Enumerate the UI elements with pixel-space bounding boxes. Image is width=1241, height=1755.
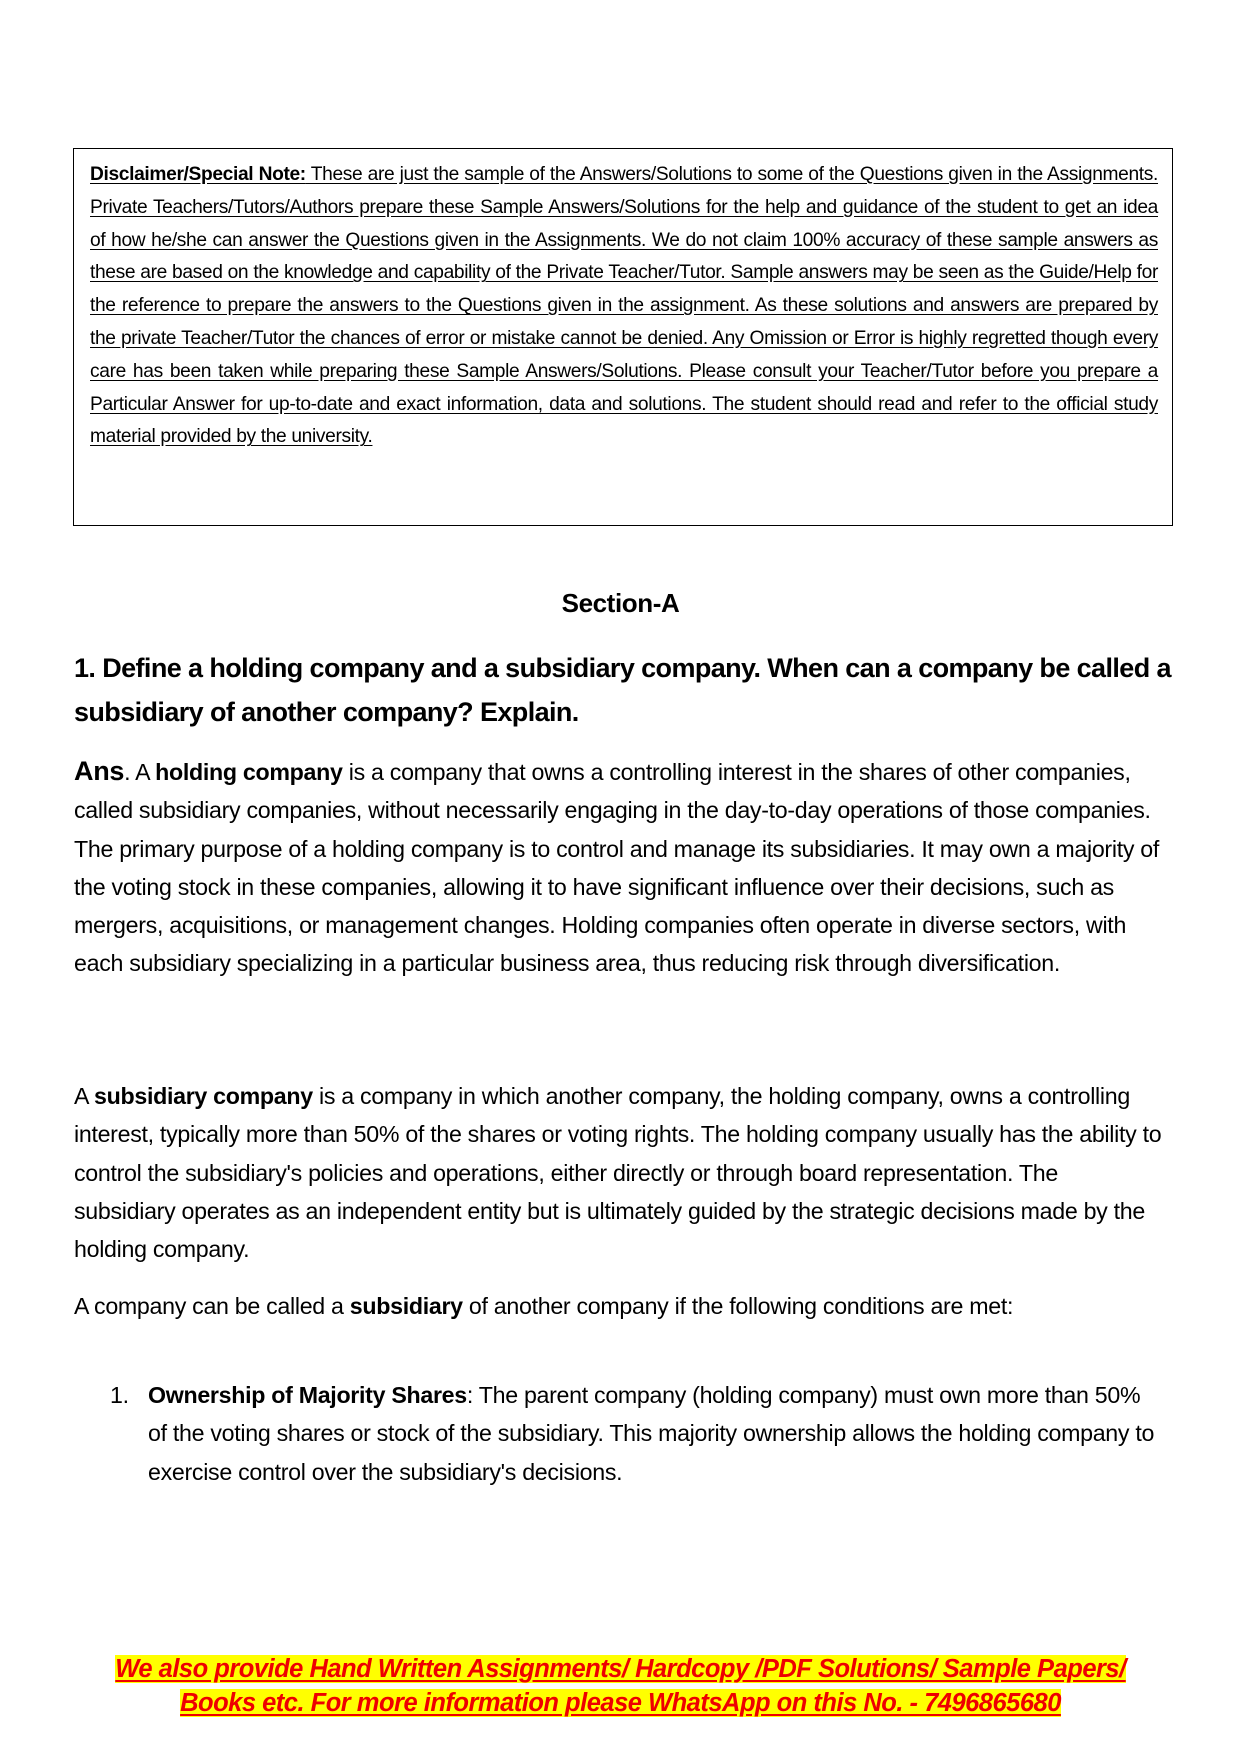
answer-p1-text: is a company that owns a controlling interest in the shares of other companies, called subsidiary companies, without necessarily engaging in the day-to-day operations of those companies. The primary purpose of a holding company is to control and manage its subsidiaries. It may own a majority of the voting stock in these companies, allowing it to have significant influence over their decisions, such as mergers, acquisitions, or management changes. Holding companies often operate in diverse sectors, with each subsidiary specializing in a particular business area, thus reducing risk through diversification. [74, 759, 1160, 977]
disclaimer-text [90, 159, 1158, 454]
disclaimer-box [73, 148, 1173, 526]
promo-line-2: Books etc. For more information please WhatsApp on this No. - 7496865680 [180, 1689, 1061, 1717]
answer-paragraph-holding [74, 752, 1164, 983]
term-subsidiary-company: subsidiary company [94, 1083, 313, 1109]
answer-p2-text: is a company in which another company, the holding company, owns a controlling interest, typically more than 50% of the shares or voting rights. The holding company usually has the ability to control the subsidiary's policies and operations, either directly or through board representation. The subsidiary operates as an independent entity but is ultimately guided by the strategic decisions made by the holding company. [74, 1083, 1162, 1263]
disclaimer-body: These are just the sample of the Answers/Solutions to some of the Questions given in the Assignments. Private Teachers/Tutors/Authors prepare these Sample Answers/Solutions for the help and guidance of the student to get an idea of how he/she can answer the Questions given in the Assignments. We do not claim 100% accuracy of these sample answers as these are based on the knowledge and capability of the Private Teacher/Tutor. Sample answers may be seen as the Guide/Help for the reference to prepare the answers to the Questions given in the assignment. As these solutions and answers are prepared by the private Teacher/Tutor the chances of error or mistake cannot be denied. Any Omission or Error is highly regretted though every care has been taken while preparing these Sample Answers/Solutions. Please consult your Teacher/Tutor before you prepare a Particular Answer for up-to-date and exact information, data and solutions. The student should read and refer to the official study material provided by the university. [90, 164, 1159, 448]
question-heading: 1. Define a holding company and a subsidiary company. When can a company be called a subsidiary of another company? Explain. [74, 653, 1171, 727]
answer-p3-text: of another company if the following conditions are met: [462, 1293, 1014, 1319]
section-title: Section-A [561, 588, 680, 618]
conditions-list [74, 1376, 1164, 1491]
term-holding-company: holding company [155, 759, 343, 785]
term-subsidiary: subsidiary [349, 1293, 463, 1319]
disclaimer-label: Disclaimer/Special Note: [90, 164, 306, 185]
answer-p3-lead: A company can be called a [74, 1293, 350, 1319]
promo-footer [0, 1652, 1241, 1720]
promo-line-1: We also provide Hand Written Assignments/ Hardcopy /PDF Solutions/ Sample Papers/ [115, 1655, 1126, 1683]
list-item [74, 1376, 1164, 1491]
answer-label: Ans [74, 756, 125, 786]
list-item-title: Ownership of Majority Shares [148, 1382, 467, 1408]
answer-paragraph-subsidiary [74, 1077, 1164, 1268]
answer-p2-lead: A [74, 1083, 95, 1109]
answer-paragraph-conditions-intro [74, 1287, 1164, 1325]
answer-p1-lead: . A [124, 759, 156, 785]
list-item-text: : The parent company (holding company) must own more than 50% of the voting shares or stock of the subsidiary. This majority ownership allows the holding company to exercise control over the subsidiary's decisions. [148, 1382, 1155, 1485]
list-item-number: 1. [110, 1382, 129, 1408]
